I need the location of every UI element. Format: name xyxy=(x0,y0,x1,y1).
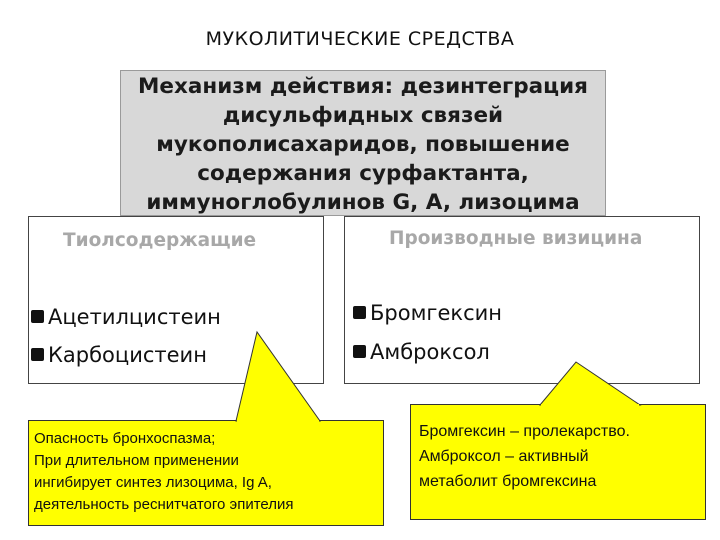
mechanism-line: содержания сурфактанта, xyxy=(197,161,529,186)
item-label: Карбоцистеин xyxy=(48,343,207,367)
note-line: метаболит бромгексина xyxy=(419,473,597,490)
list-item-carbocysteine xyxy=(31,343,207,367)
list-item-acetylcysteine xyxy=(31,305,221,329)
mechanism-line: иммуноглобулинов G, A, лизоцима xyxy=(146,190,580,215)
checkbox-bullet-icon xyxy=(31,348,44,361)
note-line: деятельность реснитчатого эпителия xyxy=(34,496,294,513)
checkbox-bullet-icon xyxy=(31,310,44,323)
item-label: Амброксол xyxy=(370,340,490,364)
vasicine-group-heading: Производные визицина xyxy=(389,228,643,249)
note-line: При длительном применении xyxy=(34,452,239,469)
callout-note-right xyxy=(410,404,706,520)
list-item-ambroxol xyxy=(353,340,490,364)
thiol-group-box xyxy=(28,216,324,384)
checkbox-bullet-icon xyxy=(353,345,366,358)
mechanism-line: Механизм действия: дезинтеграция xyxy=(138,74,588,99)
page-title: МУКОЛИТИЧЕСКИЕ СРЕДСТВА xyxy=(205,28,515,50)
note-line: Бромгексин – пролекарство. xyxy=(419,423,630,440)
mechanism-line: мукополисахаридов, повышение xyxy=(156,132,570,157)
list-item-bromhexine xyxy=(353,301,502,325)
vasicine-derivatives-box xyxy=(344,216,700,384)
note-line: ингибирует синтез лизоцима, Ig A, xyxy=(34,474,272,491)
note-line: Опасность бронхоспазма; xyxy=(34,430,216,447)
callout-note-left xyxy=(28,420,384,526)
note-line: Амброксол – активный xyxy=(419,448,589,465)
item-label: Ацетилцистеин xyxy=(48,305,221,329)
item-label: Бромгексин xyxy=(370,301,502,325)
mechanism-box xyxy=(120,70,606,216)
thiol-group-heading: Тиолсодержащие xyxy=(63,230,257,251)
mechanism-line: дисульфидных связей xyxy=(222,103,504,128)
checkbox-bullet-icon xyxy=(353,306,366,319)
